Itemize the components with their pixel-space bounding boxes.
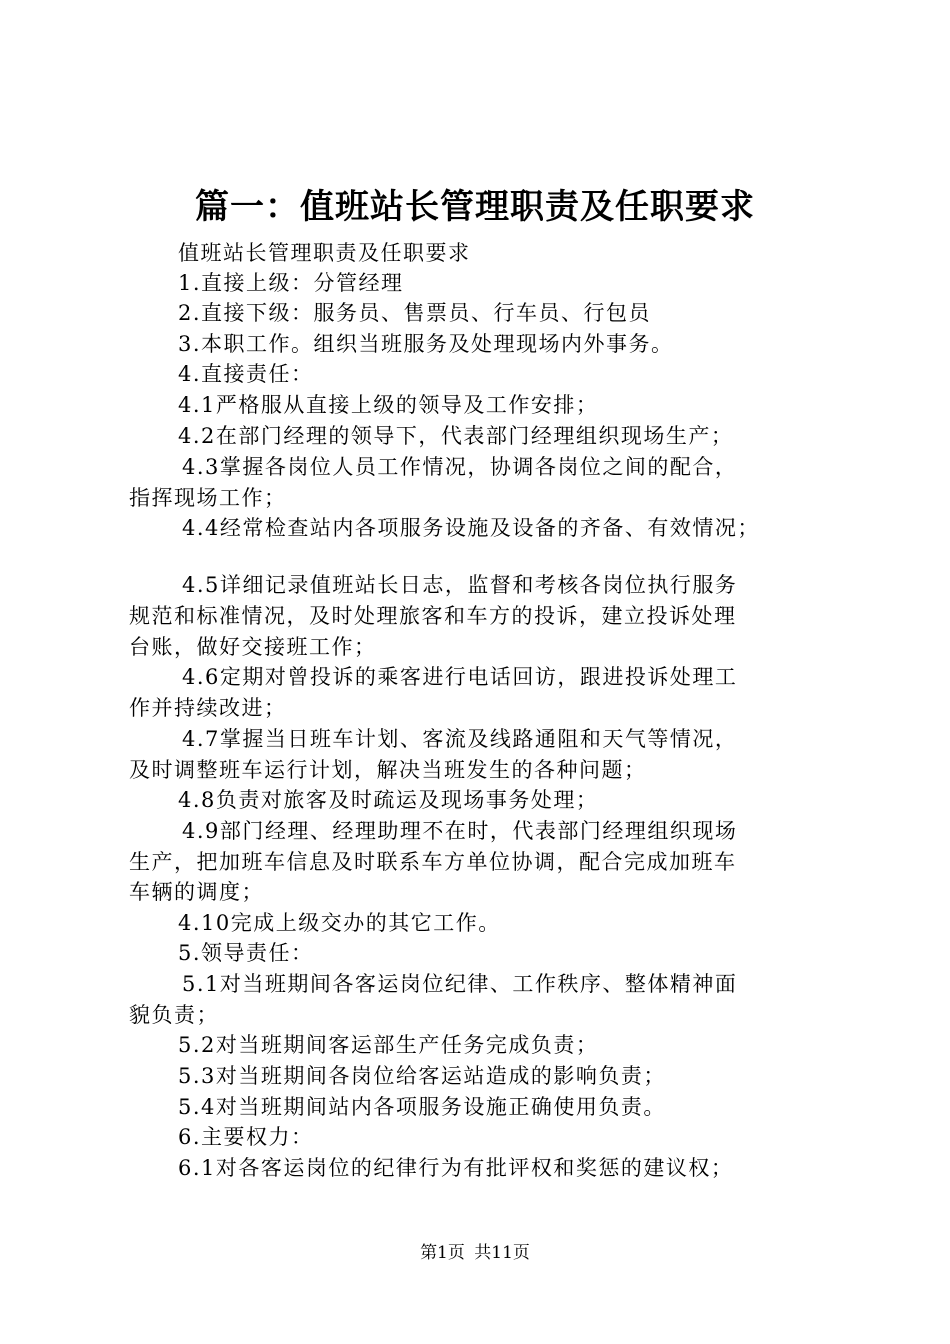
text-line: 5.领导责任： bbox=[178, 941, 314, 965]
text-line: 3.本职工作。组织当班服务及处理现场内外事务。 bbox=[178, 332, 674, 356]
text-line: 4.10完成上级交办的其它工作。 bbox=[178, 911, 501, 935]
text-line: 4.3掌握各岗位人员工作情况，协调各岗位之间的配合， bbox=[182, 455, 738, 479]
page-number: 第1页 bbox=[420, 1243, 465, 1263]
text-line: 作并持续改进； bbox=[129, 696, 287, 720]
text-line: 貌负责； bbox=[129, 1003, 219, 1027]
text-line: 指挥现场工作； bbox=[129, 486, 287, 510]
text-line: 车辆的调度； bbox=[129, 880, 264, 904]
text-line: 规范和标准情况，及时处理旅客和车方的投诉，建立投诉处理 bbox=[129, 604, 737, 628]
text-line: 4.7掌握当日班车计划、客流及线路通阻和天气等情况， bbox=[182, 727, 738, 751]
text-line: 5.3对当班期间各岗位给客运站造成的影响负责； bbox=[178, 1064, 666, 1088]
text-line: 生产，把加班车信息及时联系车方单位协调，配合完成加班车 bbox=[129, 850, 737, 874]
text-line: 4.2在部门经理的领导下，代表部门经理组织现场生产； bbox=[178, 424, 734, 448]
text-line: 4.5详细记录值班站长日志，监督和考核各岗位执行服务 bbox=[182, 573, 738, 597]
text-line: 2.直接下级：服务员、售票员、行车员、行包员 bbox=[178, 301, 652, 325]
text-line: 4.直接责任： bbox=[178, 362, 314, 386]
text-line: 值班站长管理职责及任职要求 bbox=[178, 241, 471, 265]
text-line: 4.9部门经理、经理助理不在时，代表部门经理组织现场 bbox=[182, 819, 738, 843]
page-total: 共11页 bbox=[474, 1243, 530, 1263]
text-line: 5.4对当班期间站内各项服务设施正确使用负责。 bbox=[178, 1095, 666, 1119]
text-line: 4.8负责对旅客及时疏运及现场事务处理； bbox=[178, 788, 599, 812]
document-title: 篇一：值班站长管理职责及任职要求 bbox=[195, 187, 755, 227]
text-line: 及时调整班车运行计划，解决当班发生的各种问题； bbox=[129, 758, 647, 782]
text-line: 5.2对当班期间客运部生产任务完成负责； bbox=[178, 1033, 599, 1057]
text-line: 1.直接上级：分管经理 bbox=[178, 271, 404, 295]
text-line: 4.6定期对曾投诉的乘客进行电话回访，跟进投诉处理工 bbox=[182, 665, 738, 689]
text-line: 4.4经常检查站内各项服务设施及设备的齐备、有效情况； bbox=[182, 516, 760, 540]
text-line: 6.1对各客运岗位的纪律行为有批评权和奖惩的建议权； bbox=[178, 1156, 734, 1180]
page-footer bbox=[0, 1241, 950, 1265]
text-line: 6.主要权力： bbox=[178, 1125, 314, 1149]
text-line: 台账，做好交接班工作； bbox=[129, 635, 377, 659]
text-line: 4.1严格服从直接上级的领导及工作安排； bbox=[178, 393, 599, 417]
text-line: 5.1对当班期间各客运岗位纪律、工作秩序、整体精神面 bbox=[182, 972, 738, 996]
